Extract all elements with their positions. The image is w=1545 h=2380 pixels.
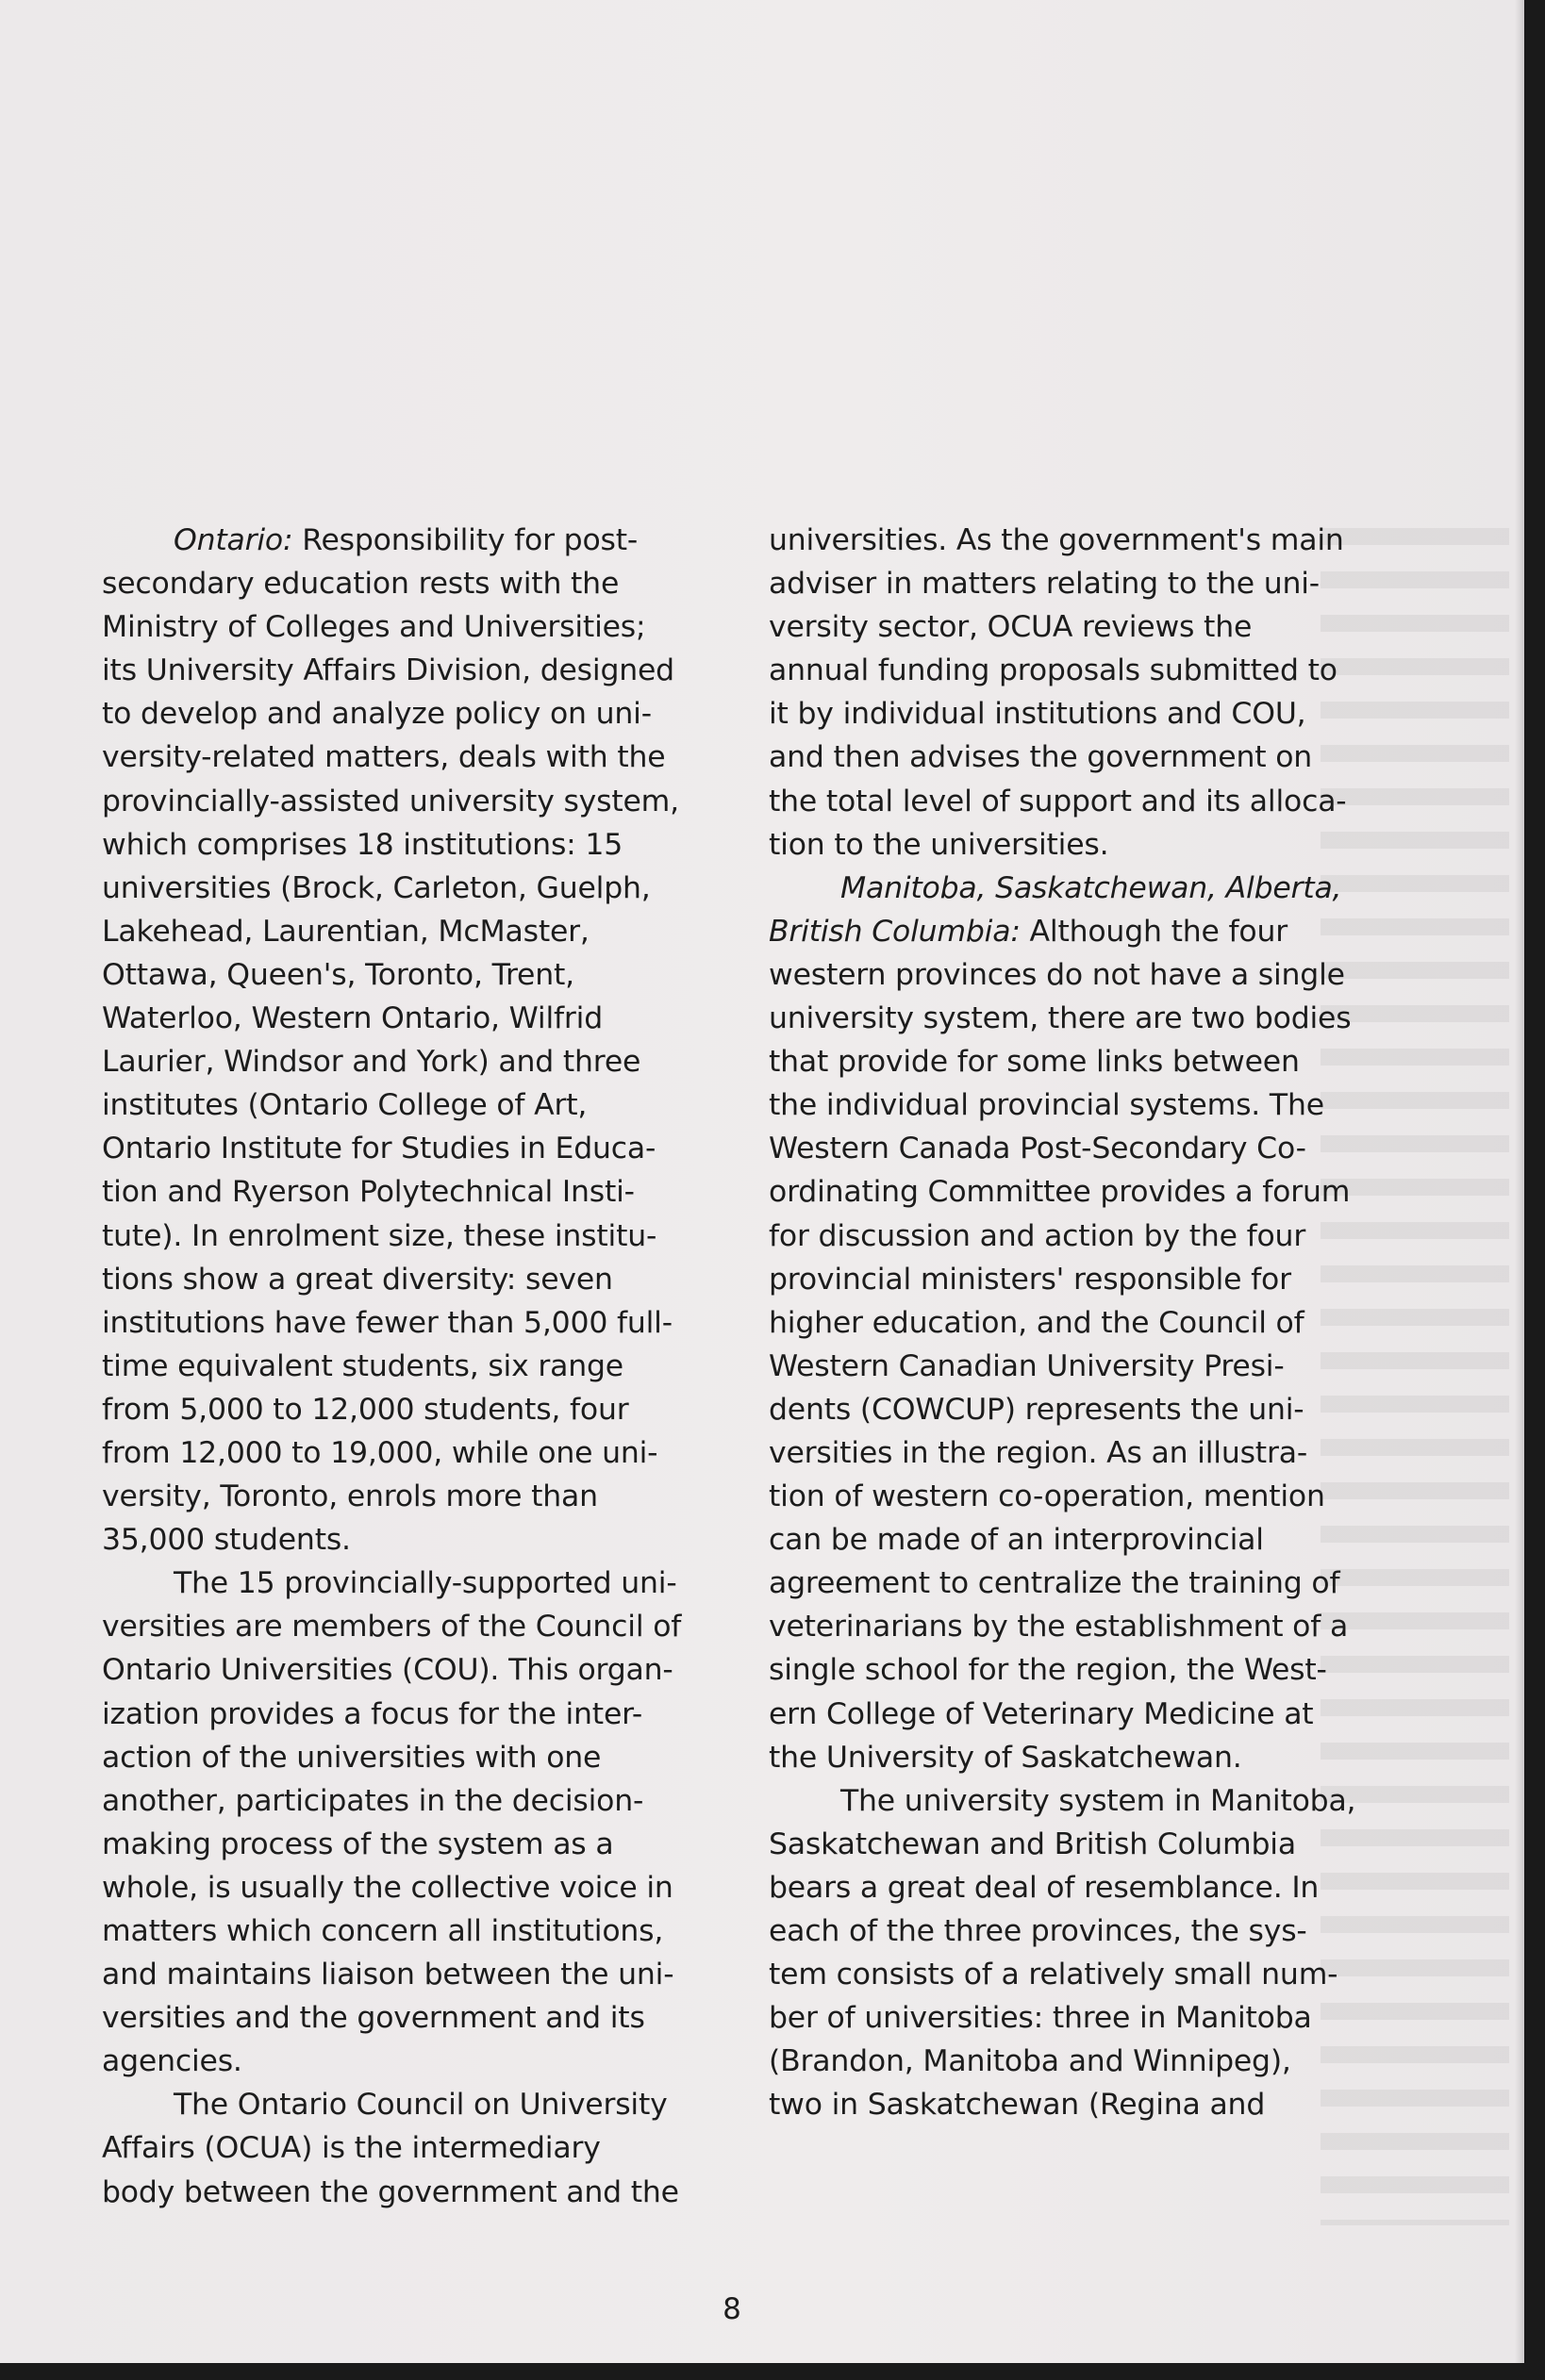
text-line [769, 1736, 1355, 1779]
text-line [102, 1258, 681, 1301]
text-line [102, 1866, 681, 1909]
text-line [769, 1083, 1355, 1127]
text-line [769, 1779, 1355, 1823]
text-line [769, 1127, 1355, 1170]
text-run: tion to the universities. [769, 827, 1109, 862]
text-run: tions show a great diversity: seven [102, 1262, 613, 1297]
text-line [769, 910, 1355, 953]
text-run: universities (Brock, Carleton, Guelph, [102, 870, 651, 905]
text-run: ern College of Veterinary Medicine at [769, 1696, 1314, 1731]
text-run: it by individual institutions and COU, [769, 697, 1306, 732]
text-run: whole, is usually the collective voice in [102, 1870, 673, 1905]
text-run: and then advises the government on [769, 740, 1313, 775]
text-line [102, 1996, 681, 2040]
text-line [102, 649, 681, 692]
text-run: ber of universities: three in Manitoba [769, 2001, 1312, 2036]
text-run: Lakehead, Laurentian, McMaster, [102, 914, 590, 949]
text-run: and maintains liaison between the uni- [102, 1958, 674, 1992]
text-run: matters which concern all institutions, [102, 1914, 664, 1948]
text-run: versity sector, OCUA reviews the [769, 610, 1253, 645]
text-line [769, 2040, 1355, 2083]
text-run: Laurier, Windsor and York) and three [102, 1045, 641, 1080]
text-run: the total level of support and its alloca- [769, 784, 1347, 818]
text-run: adviser in matters relating to the uni- [769, 567, 1320, 602]
text-run: body between the government and the [102, 2174, 679, 2209]
text-line [102, 823, 681, 867]
text-line [769, 1953, 1355, 1996]
text-run: ordinating Committee provides a forum [769, 1175, 1351, 1210]
text-line [102, 1953, 681, 1996]
text-run: dents (COWCUP) represents the uni- [769, 1392, 1304, 1427]
text-run: from 5,000 to 12,000 students, four [102, 1392, 629, 1427]
text-run: Although the four [1020, 914, 1288, 949]
text-line [102, 867, 681, 910]
text-line [769, 1170, 1355, 1214]
text-run: The Ontario Council on University [174, 2088, 668, 2123]
text-line [102, 910, 681, 953]
text-line [102, 1388, 681, 1431]
text-run: annual funding proposals submitted to [769, 653, 1337, 688]
text-line [102, 735, 681, 779]
text-line [102, 1127, 681, 1170]
text-line [102, 997, 681, 1040]
text-line [769, 1562, 1355, 1605]
text-run: The 15 provincially-supported uni- [174, 1566, 677, 1601]
text-line [769, 1388, 1355, 1431]
right-column [769, 519, 1355, 2126]
text-line [769, 1605, 1355, 1648]
text-run: Western Canadian University Presi- [769, 1348, 1285, 1383]
text-line [769, 1475, 1355, 1518]
text-line [769, 1431, 1355, 1475]
text-line [102, 1040, 681, 1083]
text-line [102, 1083, 681, 1127]
text-run: versity, Toronto, enrols more than [102, 1479, 598, 1514]
text-run: single school for the region, the West- [769, 1653, 1327, 1688]
text-line [102, 953, 681, 997]
text-run: veterinarians by the establishment of a [769, 1610, 1349, 1645]
text-run: Western Canada Post-Secondary Co- [769, 1132, 1306, 1166]
text-run: Saskatchewan and British Columbia [769, 1826, 1296, 1861]
text-line [102, 1779, 681, 1823]
text-line [102, 1215, 681, 1258]
text-line [769, 1909, 1355, 1953]
text-line [769, 1258, 1355, 1301]
text-line [769, 867, 1355, 910]
text-line [102, 562, 681, 605]
text-line [769, 1648, 1355, 1692]
text-line [102, 1693, 681, 1736]
text-run: secondary education rests with the [102, 567, 620, 602]
text-run: its University Affairs Division, designed [102, 653, 674, 688]
text-run: ization provides a focus for the inter- [102, 1696, 643, 1731]
text-line [769, 562, 1355, 605]
text-run: agencies. [102, 2044, 242, 2079]
text-run: bears a great deal of resemblance. In [769, 1870, 1320, 1905]
text-line [769, 2083, 1355, 2126]
text-line [102, 1736, 681, 1779]
text-run: each of the three provinces, the sys- [769, 1914, 1307, 1948]
text-line [769, 953, 1355, 997]
text-run: Ontario Universities (COU). This organ- [102, 1653, 673, 1688]
text-run: Affairs (OCUA) is the intermediary [102, 2131, 601, 2166]
text-run: provincially-assisted university system, [102, 784, 679, 818]
text-line [102, 1431, 681, 1475]
text-run: The university system in Manitoba, [840, 1783, 1356, 1818]
text-line [769, 997, 1355, 1040]
text-run: from 12,000 to 19,000, while one uni- [102, 1435, 658, 1470]
text-line [102, 780, 681, 823]
text-line [769, 823, 1355, 867]
text-run: tute). In enrolment size, these institu- [102, 1218, 657, 1253]
text-line [769, 1301, 1355, 1345]
text-line [102, 1605, 681, 1648]
text-line [769, 1518, 1355, 1562]
text-run: Ontario Institute for Studies in Educa- [102, 1132, 656, 1166]
left-column [102, 519, 681, 2214]
text-run: another, participates in the decision- [102, 1783, 644, 1818]
text-line [102, 692, 681, 735]
text-line [102, 1648, 681, 1692]
text-run: to develop and analyze policy on uni- [102, 697, 652, 732]
text-run: (Brandon, Manitoba and Winnipeg), [769, 2044, 1291, 2079]
text-run: tem consists of a relatively small num- [769, 1958, 1338, 1992]
text-line [102, 1170, 681, 1214]
text-run: the University of Saskatchewan. [769, 1740, 1242, 1775]
text-line [102, 2126, 681, 2170]
text-line [769, 1040, 1355, 1083]
text-run: time equivalent students, six range [102, 1348, 623, 1383]
text-line [769, 605, 1355, 649]
text-run: agreement to centralize the training of [769, 1566, 1340, 1601]
text-run: university system, there are two bodies [769, 1001, 1352, 1036]
page-number: 8 [723, 2292, 741, 2326]
italic-heading: Manitoba, Saskatchewan, Alberta, [840, 870, 1342, 905]
text-line [102, 1562, 681, 1605]
text-run: two in Saskatchewan (Regina and [769, 2088, 1266, 2123]
text-line [769, 1866, 1355, 1909]
text-run: Waterloo, Western Ontario, Wilfrid [102, 1001, 603, 1036]
italic-heading: British Columbia: [769, 914, 1021, 949]
text-line [769, 1693, 1355, 1736]
text-run: can be made of an interprovincial [769, 1523, 1264, 1558]
text-line [102, 519, 681, 562]
text-line [102, 1909, 681, 1953]
text-line [102, 2171, 681, 2214]
text-line [102, 605, 681, 649]
text-run: for discussion and action by the four [769, 1218, 1306, 1253]
text-line [769, 649, 1355, 692]
text-line [102, 1518, 681, 1562]
text-run: which comprises 18 institutions: 15 [102, 827, 623, 862]
text-run: institutions have fewer than 5,000 full- [102, 1305, 673, 1340]
text-line [769, 1215, 1355, 1258]
text-run: institutes (Ontario College of Art, [102, 1088, 588, 1123]
text-run: the individual provincial systems. The [769, 1088, 1324, 1123]
text-run: Ministry of Colleges and Universities; [102, 610, 646, 645]
text-line [102, 1823, 681, 1866]
text-line [769, 1823, 1355, 1866]
text-run: tion and Ryerson Polytechnical Insti- [102, 1175, 635, 1210]
text-run: action of the universities with one [102, 1740, 602, 1775]
text-run: universities. As the government's main [769, 523, 1344, 557]
text-line [102, 1475, 681, 1518]
text-line [769, 735, 1355, 779]
text-line [102, 1301, 681, 1345]
text-line [769, 1345, 1355, 1388]
text-run: versities in the region. As an illustra- [769, 1435, 1307, 1470]
text-run: that provide for some links between [769, 1045, 1300, 1080]
text-run: Ottawa, Queen's, Toronto, Trent, [102, 957, 574, 992]
text-run: western provinces do not have a single [769, 957, 1345, 992]
text-line [769, 692, 1355, 735]
text-run: provincial ministers' responsible for [769, 1262, 1291, 1297]
text-run: versities and the government and its [102, 2001, 645, 2036]
text-run: making process of the system as a [102, 1826, 614, 1861]
text-run: versity-related matters, deals with the [102, 740, 666, 775]
text-run: versities are members of the Council of [102, 1610, 682, 1645]
text-line [769, 780, 1355, 823]
text-line [102, 1345, 681, 1388]
italic-heading: Ontario: [174, 523, 293, 557]
text-line [769, 1996, 1355, 2040]
text-line [769, 519, 1355, 562]
text-run: Responsibility for post- [292, 523, 639, 557]
text-run: higher education, and the Council of [769, 1305, 1304, 1340]
text-run: 35,000 students. [102, 1523, 351, 1558]
text-line [102, 2083, 681, 2126]
text-run: tion of western co-operation, mention [769, 1479, 1325, 1514]
text-line [102, 2040, 681, 2083]
